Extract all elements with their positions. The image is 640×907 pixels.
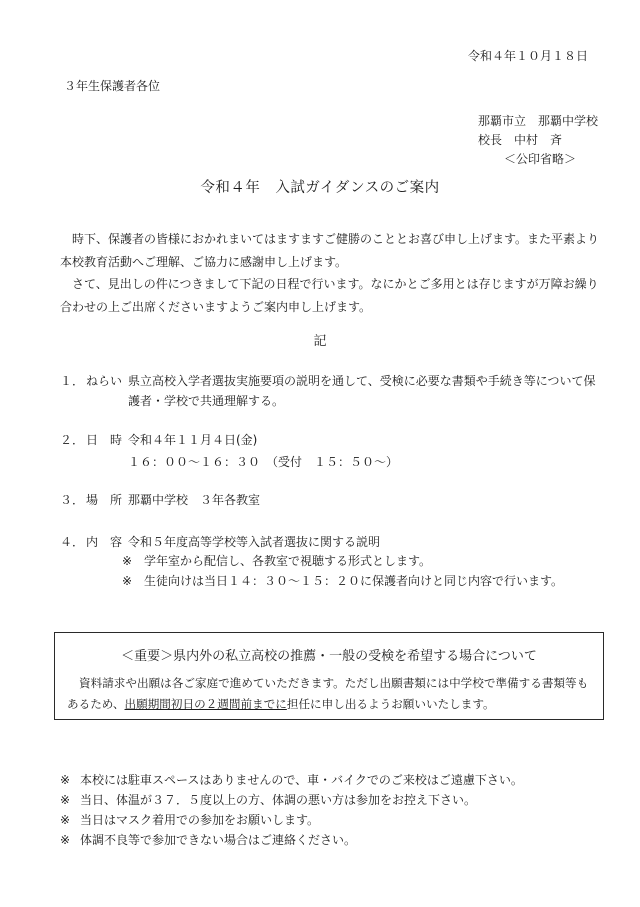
ki-heading: 記: [313, 334, 327, 349]
notice-text: 資料請求や出願は各ご家庭で進めていただきます。ただし出願書類には中学校で準備する書類等もあるため、: [67, 676, 589, 711]
recipient: ３年生保護者各位: [64, 79, 161, 93]
footnote: [60, 830, 523, 850]
greeting-paragraph-2: さて、見出しの件につきまして下記の日程で行います。なにかとご多用とは存じますが万障お繰り合わせの上ご出席くださいますようご案内申し上げます。: [60, 277, 599, 314]
sender-block: [478, 112, 598, 169]
document-title: 令和４年 入試ガイダンスのご案内: [200, 180, 440, 196]
item-time: １６：００～１６：３０ （受付 １５：５０～）: [128, 455, 399, 469]
item-key: 内 容: [86, 535, 123, 549]
sender-principal: 校長 中村 斉: [478, 133, 563, 147]
item-number: １．: [60, 374, 85, 388]
note-text: 生徒向けは当日１４：３０～１５：２０に保護者向けと同じ内容で行います。: [144, 574, 564, 588]
content-note: [122, 571, 563, 591]
document-date: 令和４年１０月１８日: [467, 49, 588, 63]
footnote-mark: ※: [60, 813, 71, 827]
note-mark: ※: [122, 574, 133, 588]
item-number: ３．: [60, 493, 85, 507]
footnotes: [60, 770, 523, 850]
item-number: ４．: [60, 535, 85, 549]
footnote: [60, 810, 523, 830]
item-value: 県立高校入学者選抜実施要項の説明を通して、受検に必要な書類や手続き等について保護者・学校で共通理解する。: [128, 374, 596, 408]
item-value: 那覇中学校 ３年各教室: [128, 493, 261, 507]
item-value: 令和４年１１月４日(金): [128, 433, 258, 447]
important-notice-box: [54, 632, 604, 720]
footnote-text: 当日、体温が３７．５度以上の方、体調の悪い方は参加をお控え下さい。: [80, 793, 477, 807]
footnote-mark: ※: [60, 773, 71, 787]
note-text: 学年室から配信し、各教室で視聴する形式とします。: [144, 554, 432, 568]
notice-deadline: 出願期間初日の２週間前までに: [124, 697, 287, 711]
item-value: 令和５年度高等学校等入試者選抜に関する説明: [128, 535, 381, 549]
item-number: ２．: [60, 433, 85, 447]
notice-text-end: 担任に申し出るようお願いいたします。: [286, 697, 495, 711]
seal-note: ＜公印省略＞: [504, 152, 577, 166]
footnote-mark: ※: [60, 793, 71, 807]
note-mark: ※: [122, 554, 133, 568]
sender-school: 那覇市立 那覇中学校: [478, 114, 599, 128]
notice-body: [67, 673, 595, 715]
footnote: [60, 770, 523, 790]
item-key: 場 所: [86, 493, 123, 507]
footnote-text: 体調不良等で参加できない場合はご連絡ください。: [80, 833, 357, 847]
content-note: [122, 551, 431, 571]
item-key: 日 時: [86, 433, 123, 447]
footnote: [60, 790, 523, 810]
item-key: ねらい: [86, 374, 123, 388]
notice-heading: ＜重要＞県内外の私立高校の推薦・一般の受検を希望する場合について: [121, 649, 537, 664]
footnote-text: 本校には駐車スペースはありませんので、車・バイクでのご来校はご遠慮下さい。: [80, 773, 523, 787]
greeting-paragraph-1: 時下、保護者の皆様におかれまいてはますますご健勝のこととお喜び申し上げます。また平素より本校教育活動へご理解、ご協力に感謝申し上げます。: [60, 232, 600, 269]
footnote-text: 当日はマスク着用での参加をお願いします。: [80, 813, 320, 827]
footnote-mark: ※: [60, 833, 71, 847]
